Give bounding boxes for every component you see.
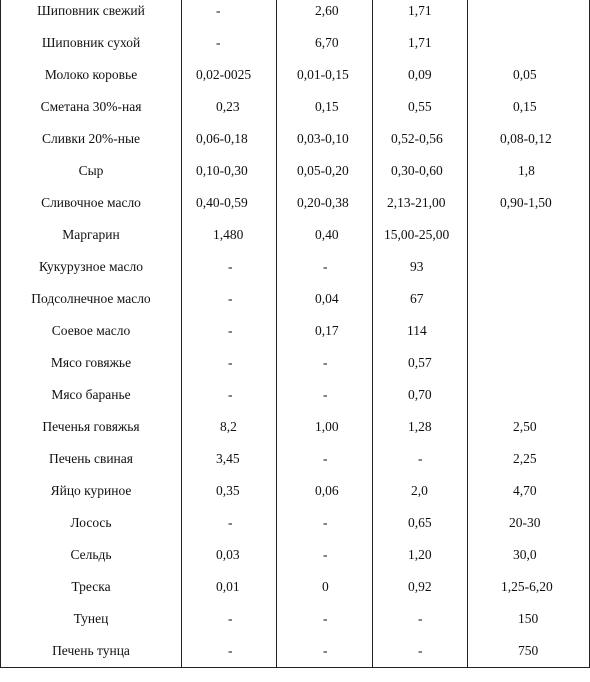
value-cell-col2: -: [277, 443, 373, 475]
product-name-cell: Соевое масло: [1, 315, 182, 347]
value-cell-col2: 0,05-0,20: [277, 155, 373, 187]
table-row: [1, 91, 590, 123]
table-row: [1, 507, 590, 539]
product-name-cell: Сыр: [1, 155, 182, 187]
value-cell-col2: 6,70: [277, 27, 373, 59]
value-cell-col4: [468, 251, 590, 283]
value-cell-col3: 0,92: [373, 571, 468, 603]
value-cell-col1: 8,2: [182, 411, 277, 443]
value-cell-col1: 0,10-0,30: [182, 155, 277, 187]
value-cell-col1: 0,06-0,18: [182, 123, 277, 155]
value-cell-col2: -: [277, 379, 373, 411]
value-cell-col3: 0,57: [373, 347, 468, 379]
value-cell-col1: 0,35: [182, 475, 277, 507]
value-cell-col2: -: [277, 603, 373, 635]
table-row: [1, 27, 590, 59]
value-cell-col2: -: [277, 539, 373, 571]
value-cell-col4: [468, 315, 590, 347]
value-cell-col3: 0,30-0,60: [373, 155, 468, 187]
value-cell-col4: 0,05: [468, 59, 590, 91]
table-row: [1, 219, 590, 251]
product-name-cell: Молоко коровье: [1, 59, 182, 91]
value-cell-col4: [468, 379, 590, 411]
value-cell-col3: -: [373, 635, 468, 668]
table-row: [1, 539, 590, 571]
value-cell-col3: 2,0: [373, 475, 468, 507]
value-cell-col4: 4,70: [468, 475, 590, 507]
value-cell-col2: 1,00: [277, 411, 373, 443]
product-name-cell: Печень свиная: [1, 443, 182, 475]
product-name-cell: Маргарин: [1, 219, 182, 251]
value-cell-col1: -: [182, 603, 277, 635]
value-cell-col2: 0,15: [277, 91, 373, 123]
value-cell-col4: [468, 27, 590, 59]
value-cell-col2: 2,60: [277, 0, 373, 27]
table-row: [1, 571, 590, 603]
value-cell-col1: -: [182, 0, 277, 27]
value-cell-col2: 0,40: [277, 219, 373, 251]
value-cell-col3: 0,65: [373, 507, 468, 539]
value-cell-col4: [468, 283, 590, 315]
value-cell-col3: 1,71: [373, 27, 468, 59]
table-row: [1, 443, 590, 475]
table-row: [1, 475, 590, 507]
value-cell-col4: [468, 347, 590, 379]
value-cell-col2: 0,17: [277, 315, 373, 347]
product-name-cell: Подсолнечное масло: [1, 283, 182, 315]
product-name-cell: Треска: [1, 571, 182, 603]
product-name-cell: Сливочное масло: [1, 187, 182, 219]
value-cell-col4: [468, 0, 590, 27]
value-cell-col3: 67: [373, 283, 468, 315]
product-name-cell: Сельдь: [1, 539, 182, 571]
value-cell-col3: 15,00-25,00: [373, 219, 468, 251]
value-cell-col2: 0,06: [277, 475, 373, 507]
value-cell-col1: 0,23: [182, 91, 277, 123]
value-cell-col2: 0,01-0,15: [277, 59, 373, 91]
value-cell-col4: 0,15: [468, 91, 590, 123]
value-cell-col4: 0,08-0,12: [468, 123, 590, 155]
value-cell-col3: 1,71: [373, 0, 468, 27]
table-row: [1, 59, 590, 91]
value-cell-col3: 114: [373, 315, 468, 347]
value-cell-col2: -: [277, 251, 373, 283]
value-cell-col3: 2,13-21,00: [373, 187, 468, 219]
value-cell-col4: 2,50: [468, 411, 590, 443]
table-row: [1, 635, 590, 668]
value-cell-col1: -: [182, 27, 277, 59]
value-cell-col1: -: [182, 347, 277, 379]
value-cell-col4: 1,25-6,20: [468, 571, 590, 603]
value-cell-col4: [468, 219, 590, 251]
value-cell-col3: -: [373, 443, 468, 475]
value-cell-col4: 0,90-1,50: [468, 187, 590, 219]
value-cell-col4: 750: [468, 635, 590, 668]
table-row: [1, 251, 590, 283]
value-cell-col2: -: [277, 347, 373, 379]
value-cell-col1: -: [182, 635, 277, 668]
table-row: [1, 155, 590, 187]
table-row: [1, 315, 590, 347]
value-cell-col2: 0: [277, 571, 373, 603]
value-cell-col3: 0,09: [373, 59, 468, 91]
value-cell-col1: -: [182, 315, 277, 347]
value-cell-col2: 0,04: [277, 283, 373, 315]
value-cell-col2: 0,20-0,38: [277, 187, 373, 219]
value-cell-col1: 1,480: [182, 219, 277, 251]
product-name-cell: Кукурузное масло: [1, 251, 182, 283]
value-cell-col1: 0,02-0025: [182, 59, 277, 91]
value-cell-col4: 30,0: [468, 539, 590, 571]
table-row: [1, 603, 590, 635]
table-row: [1, 0, 590, 27]
value-cell-col2: -: [277, 507, 373, 539]
value-cell-col3: 1,20: [373, 539, 468, 571]
table-row: [1, 283, 590, 315]
value-cell-col2: -: [277, 635, 373, 668]
value-cell-col1: 0,03: [182, 539, 277, 571]
table-row: [1, 187, 590, 219]
value-cell-col3: -: [373, 603, 468, 635]
value-cell-col3: 0,52-0,56: [373, 123, 468, 155]
product-name-cell: Яйцо куриное: [1, 475, 182, 507]
value-cell-col1: -: [182, 379, 277, 411]
table-row: [1, 379, 590, 411]
product-name-cell: Шиповник свежий: [1, 0, 182, 27]
product-name-cell: Мясо баранье: [1, 379, 182, 411]
product-name-cell: Тунец: [1, 603, 182, 635]
product-name-cell: Печенья говяжья: [1, 411, 182, 443]
value-cell-col4: 2,25: [468, 443, 590, 475]
product-name-cell: Сливки 20%-ные: [1, 123, 182, 155]
value-cell-col1: 0,40-0,59: [182, 187, 277, 219]
value-cell-col4: 20-30: [468, 507, 590, 539]
product-name-cell: Сметана 30%-ная: [1, 91, 182, 123]
product-name-cell: Лосось: [1, 507, 182, 539]
table-row: [1, 347, 590, 379]
value-cell-col1: -: [182, 283, 277, 315]
value-cell-col4: 150: [468, 603, 590, 635]
value-cell-col3: 0,70: [373, 379, 468, 411]
table-row: [1, 411, 590, 443]
value-cell-col3: 0,55: [373, 91, 468, 123]
value-cell-col2: 0,03-0,10: [277, 123, 373, 155]
value-cell-col4: 1,8: [468, 155, 590, 187]
value-cell-col1: -: [182, 507, 277, 539]
value-cell-col1: 3,45: [182, 443, 277, 475]
table-row: [1, 123, 590, 155]
value-cell-col1: 0,01: [182, 571, 277, 603]
product-name-cell: Мясо говяжье: [1, 347, 182, 379]
product-name-cell: Печень тунца: [1, 635, 182, 668]
product-name-cell: Шиповник сухой: [1, 27, 182, 59]
value-cell-col3: 1,28: [373, 411, 468, 443]
value-cell-col3: 93: [373, 251, 468, 283]
value-cell-col1: -: [182, 251, 277, 283]
table-body: [1, 0, 590, 668]
